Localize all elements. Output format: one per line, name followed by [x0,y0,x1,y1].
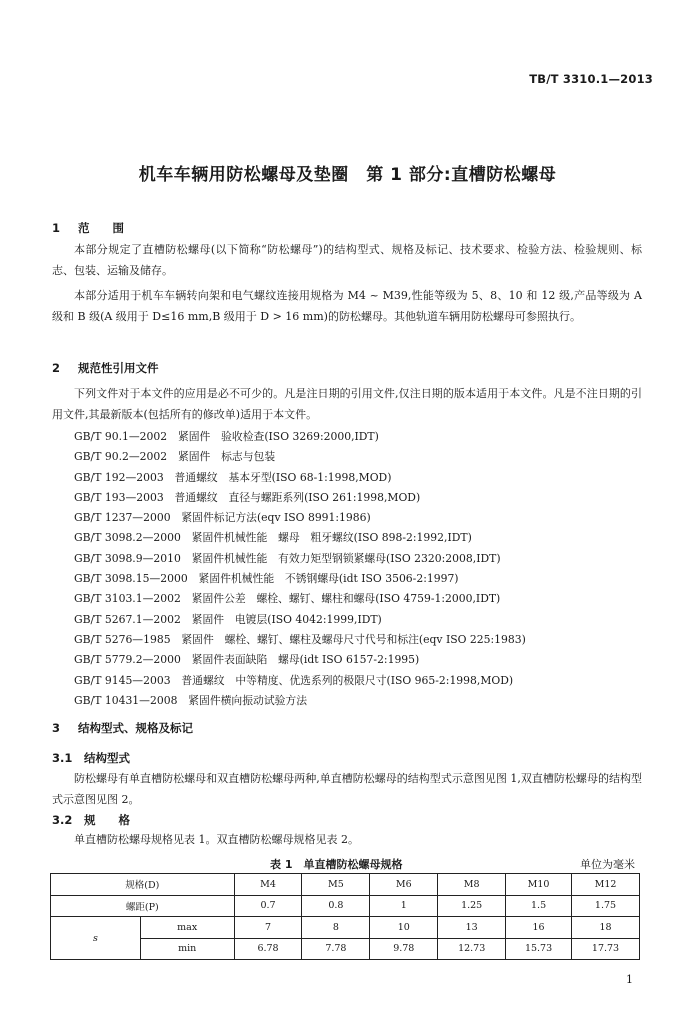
page-number: 1 [626,973,633,986]
table-cell: 9.78 [370,938,438,960]
section-title: 结构型式 [84,751,130,765]
spec-paragraph: 单直槽防松螺母规格见表 1。双直槽防松螺母规格见表 2。 [74,833,359,846]
table-cell: 1.75 [572,895,640,917]
section-3-heading [52,720,193,736]
table-cell: M4 [234,874,302,896]
spec-table [50,873,640,960]
table-cell: 13 [438,917,506,939]
table-cell: 8 [302,917,370,939]
section-2-heading [52,360,159,376]
references-intro: 下列文件对于本文件的应用是必不可少的。凡是注日期的引用文件,仅注日期的版本适用于本文件。凡是不注日期的引用文件,其最新版本(包括所有的修改单)适用于本文件。 [52,387,642,421]
reference-item: GB/T 193—2003 普通螺纹 直径与螺距系列(ISO 261:1998,MOD) [74,490,421,504]
table-cell: 15.73 [506,938,572,960]
section-title: 结构型式、规格及标记 [78,721,193,735]
table-cell: 18 [572,917,640,939]
table-cell: 12.73 [438,938,506,960]
reference-item: GB/T 90.1—2002 紧固件 验收检查(ISO 3269:2000,IDT) [74,430,379,443]
table-unit: 单位为毫米 [580,858,635,871]
table-cell: M5 [302,874,370,896]
table-cell: M6 [370,874,438,896]
page-title: 机车车辆用防松螺母及垫圈 第 1 部分:直槽防松螺母 [138,165,557,185]
row-label-pitch: 螺距(P) [51,895,235,917]
section-number: 3.1 [52,751,73,765]
reference-item: GB/T 90.2—2002 紧固件 标志与包装 [74,450,276,464]
scope-paragraph-2: 本部分适用于机车车辆转向架和电气螺纹连接用规格为 M4 ~ M39,性能等级为 5、8、10 和 12 级,产品等级为 A 级和 B 级(A 级用于 D≤16 mm,B 级用于 D > 16 mm)的防松螺母。其他轨道车辆用防松螺母可参照执行。 [52,289,642,323]
reference-list [74,427,526,711]
section-3-1-heading [52,750,130,766]
reference-item: GB/T 10431—2008 紧固件横向振动试验方法 [74,693,308,707]
reference-item: GB/T 3098.15—2000 紧固件机械性能 不锈钢螺母(idt ISO 3506-2:1997) [74,572,459,586]
standard-number: TB/T 3310.1—2013 [529,72,653,86]
table-cell: M12 [572,874,640,896]
table-cell: 10 [370,917,438,939]
section-1-heading [52,220,124,236]
reference-item: GB/T 3103.1—2002 紧固件公差 螺栓、螺钉、螺柱和螺母(ISO 4759-1:2000,IDT) [74,592,501,606]
section-number: 2 [52,361,61,375]
row-label-spec: 规格(D) [51,874,235,896]
table-cell: 6.78 [234,938,302,960]
table-row [51,917,640,939]
table-cell: M8 [438,874,506,896]
table-cell: 1 [370,895,438,917]
reference-item: GB/T 3098.2—2000 紧固件机械性能 螺母 粗牙螺纹(ISO 898-2:1992,IDT) [74,531,472,545]
table-cell: 16 [506,917,572,939]
reference-item: GB/T 5779.2—2000 紧固件表面缺陷 螺母(idt ISO 6157-2:1995) [74,653,420,667]
section-number: 3 [52,721,61,735]
reference-item: GB/T 192—2003 普通螺纹 基本牙型(ISO 68-1:1998,MOD) [74,470,392,484]
reference-item: GB/T 1237—2000 紧固件标记方法(eqv ISO 8991:1986) [74,511,371,525]
table-cell: 17.73 [572,938,640,960]
section-title: 范 围 [78,221,124,235]
table-row [51,874,640,896]
section-3-2-heading [52,812,130,828]
reference-item: GB/T 5276—1985 紧固件 螺栓、螺钉、螺柱及螺母尺寸代号和标注(eqv ISO 225:1983) [74,632,526,646]
reference-item: GB/T 9145—2003 普通螺纹 中等精度、优选系列的极限尺寸(ISO 965-2:1998,MOD) [74,673,514,687]
section-number: 3.2 [52,813,73,827]
structure-paragraph: 防松螺母有单直槽防松螺母和双直槽防松螺母两种,单直槽防松螺母的结构型式示意图见图 1,双直槽防松螺母的结构型式示意图见图 2。 [52,772,642,806]
table-cell: 7 [234,917,302,939]
scope-paragraph-1: 本部分规定了直槽防松螺母(以下简称“防松螺母”)的结构型式、规格及标记、技术要求、检验方法、检验规则、标志、包装、运输及储存。 [52,243,642,277]
table-cell: 0.7 [234,895,302,917]
table-cell: 7.78 [302,938,370,960]
table-cell: 1.25 [438,895,506,917]
sub-label-max: max [140,917,234,939]
table-cell: 0.8 [302,895,370,917]
reference-item: GB/T 5267.1—2002 紧固件 电镀层(ISO 4042:1999,IDT) [74,612,382,626]
section-title: 规范性引用文件 [78,361,159,375]
reference-item: GB/T 3098.9—2010 紧固件机械性能 有效力矩型钢锁紧螺母(ISO 2320:2008,IDT) [74,551,501,565]
sub-label-min: min [140,938,234,960]
section-title: 规 格 [84,813,130,827]
table-row [51,895,640,917]
table-cell: M10 [506,874,572,896]
row-label-s: s [51,917,141,960]
table-cell: 1.5 [506,895,572,917]
section-number: 1 [52,221,61,235]
table-caption: 表 1 单直槽防松螺母规格 [270,858,403,871]
